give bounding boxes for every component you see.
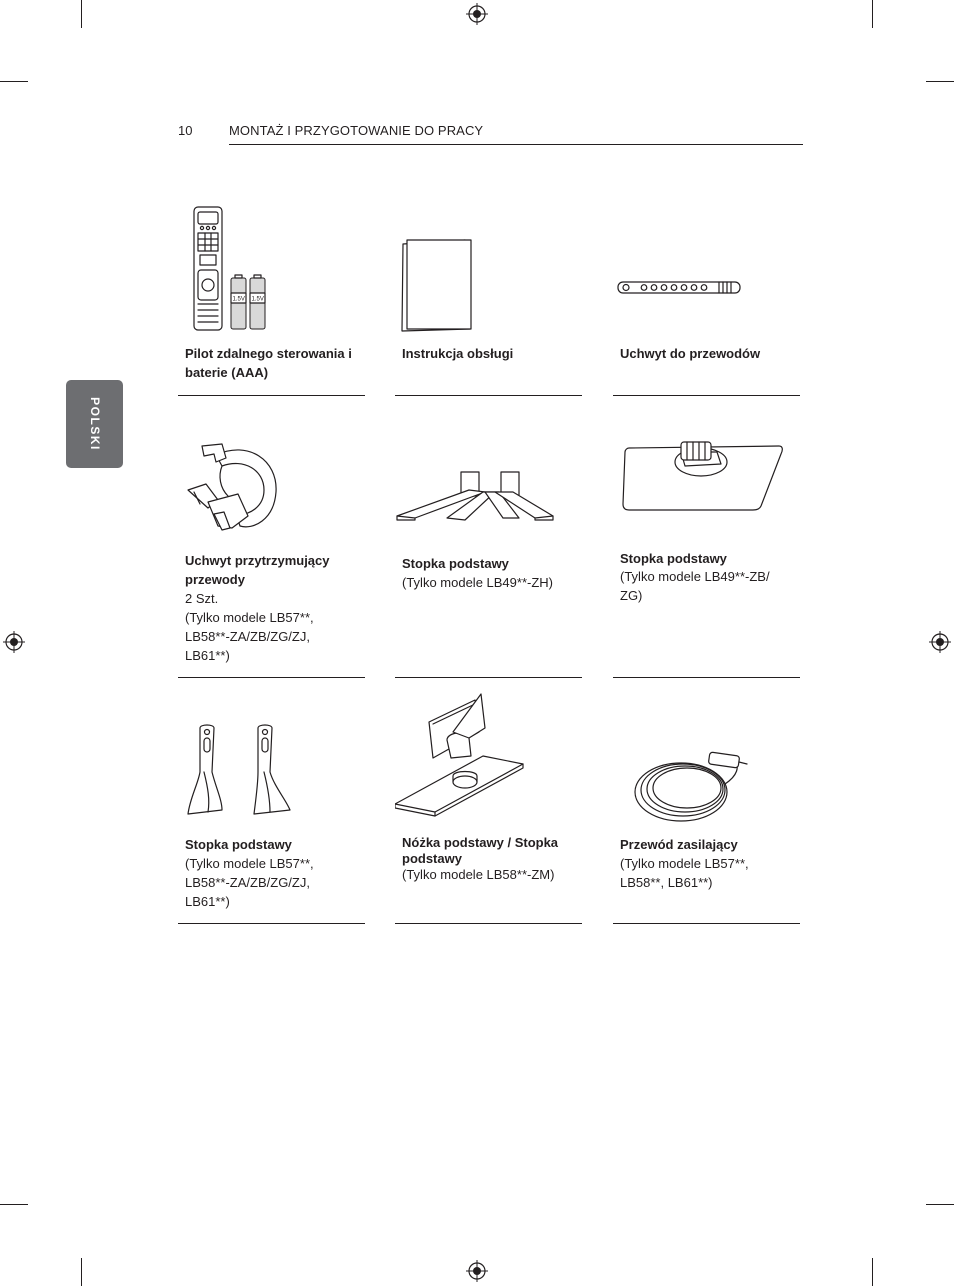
accessory-title: Instrukcja obsługi <box>402 346 514 361</box>
accessory-detail: 2 Szt. (Tylko modele LB57**, LB58**-ZA/ZB/ZG/ZJ, LB61**) <box>185 591 314 663</box>
svg-text:1.5V: 1.5V <box>251 296 264 303</box>
crop-mark <box>0 81 28 82</box>
crop-mark <box>926 1204 954 1205</box>
stand-body-base-icon <box>395 692 582 827</box>
header-divider <box>229 144 803 145</box>
accessory-stand-plate <box>613 430 800 678</box>
page-number: 10 <box>178 123 193 138</box>
row-divider <box>613 923 800 924</box>
registration-mark-icon <box>466 3 488 25</box>
registration-mark-icon <box>466 1260 488 1282</box>
accessory-cable-holder <box>613 200 800 396</box>
manual-booklet-icon <box>395 200 582 335</box>
remote-and-batteries-icon <box>178 200 365 335</box>
accessory-detail: (Tylko modele LB49**-ZH) <box>402 575 553 590</box>
accessory-detail: (Tylko modele LB57**, LB58**-ZA/ZB/ZG/ZJ, LB61**) <box>185 856 314 909</box>
accessory-power-cord <box>613 692 800 924</box>
accessory-title: Nóżka podstawy / Stopka podstawy <box>402 835 559 866</box>
crop-mark <box>81 1258 82 1286</box>
accessory-title: Stopka podstawy <box>185 837 292 852</box>
row-divider <box>395 923 582 924</box>
row-divider <box>178 923 365 924</box>
row-divider <box>178 395 365 396</box>
crop-mark <box>81 0 82 28</box>
accessory-stand-body <box>395 692 582 924</box>
crop-mark <box>0 1204 28 1205</box>
section-title: MONTAŻ I PRZYGOTOWANIE DO PRACY <box>229 123 484 138</box>
stand-base-legs-icon <box>395 430 582 550</box>
accessory-stand-legs <box>395 430 582 678</box>
stand-base-plate-icon <box>613 430 800 550</box>
registration-mark-icon <box>3 631 25 653</box>
accessory-remote <box>178 200 365 396</box>
crop-mark <box>872 0 873 28</box>
row-divider <box>613 395 800 396</box>
accessory-detail: (Tylko modele LB58**-ZM) <box>402 867 555 882</box>
accessory-title: Uchwyt do przewodów <box>620 346 761 361</box>
row-divider <box>395 395 582 396</box>
language-tab[interactable] <box>66 380 123 468</box>
accessory-detail: (Tylko modele LB49**-ZB/ ZG) <box>620 569 770 603</box>
accessory-title: Przewód zasilający <box>620 837 738 852</box>
registration-mark-icon <box>929 631 951 653</box>
crop-mark <box>926 81 954 82</box>
row-divider <box>178 677 365 678</box>
accessory-cable-clip <box>178 430 365 678</box>
stand-feet-pair-icon <box>178 692 365 827</box>
accessory-title: Stopka podstawy <box>620 551 727 566</box>
cable-holder-strip-icon <box>613 200 800 335</box>
accessory-title: Uchwyt przytrzymujący przewody <box>185 553 330 587</box>
power-cord-icon <box>613 692 800 827</box>
row-divider <box>395 677 582 678</box>
accessory-detail: (Tylko modele LB57**, LB58**, LB61**) <box>620 856 749 890</box>
row-divider <box>613 677 800 678</box>
accessory-stand-feet <box>178 692 365 924</box>
cable-clip-icon <box>178 430 365 550</box>
accessory-manual <box>395 200 582 396</box>
crop-mark <box>872 1258 873 1286</box>
accessory-title: Stopka podstawy <box>402 556 509 571</box>
language-tab-label: POLSKI <box>87 397 102 451</box>
accessory-title: Pilot zdalnego sterowania i baterie (AAA) <box>185 346 352 380</box>
svg-text:1.5V: 1.5V <box>232 296 245 303</box>
